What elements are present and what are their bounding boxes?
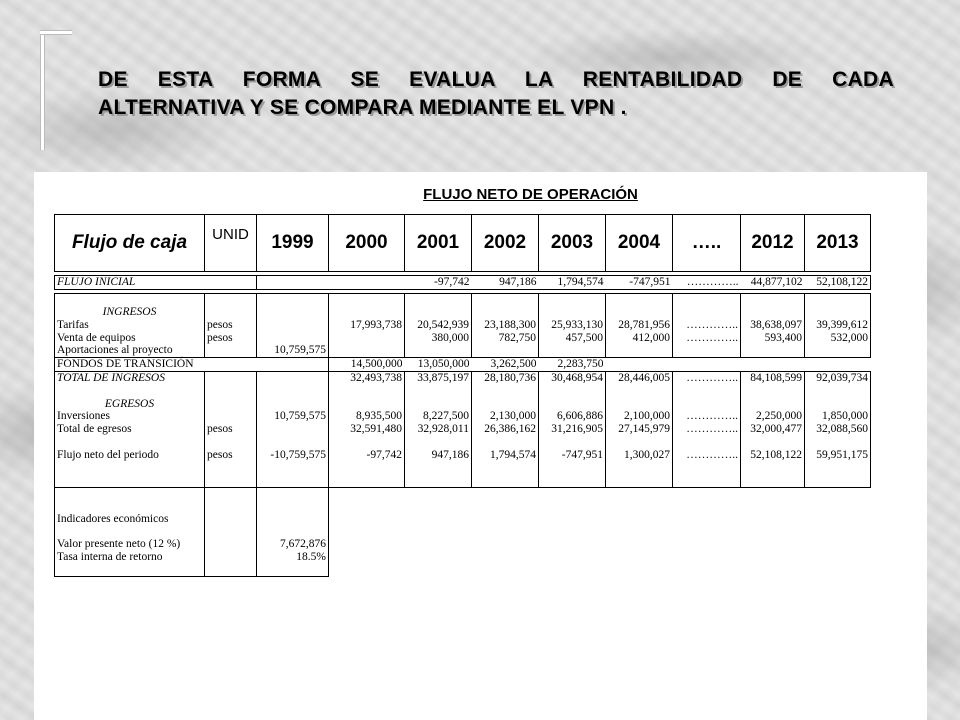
cell: …………..	[673, 276, 741, 290]
header-year: 2001	[405, 215, 472, 272]
cell: 8,935,500	[329, 410, 405, 423]
cell: 947,186	[405, 449, 472, 462]
title-line-1: DE ESTA FORMA SE EVALUA LA RENTABILIDAD DE CADA	[98, 68, 894, 91]
header-year: …..	[673, 215, 741, 272]
cell: 2,283,750	[557, 358, 604, 371]
header-unid: UNID	[205, 215, 257, 272]
cell: 33,875,197	[405, 372, 472, 385]
ingresos-section-row	[55, 306, 871, 319]
cell: 2,250,000	[741, 410, 805, 423]
cell: 3,262,500	[490, 358, 537, 371]
header-year: 1999	[257, 215, 329, 272]
cell: 39,399,612	[805, 319, 871, 332]
row-unit: pesos	[205, 332, 257, 345]
decorative-bar-horizontal	[40, 30, 72, 35]
row-label: Inversiones	[55, 410, 205, 423]
cell: -10,759,575	[257, 449, 329, 462]
row-unit: pesos	[205, 319, 257, 332]
cell: 84,108,599	[741, 372, 805, 385]
cell: 1,300,027	[606, 449, 673, 462]
table-row	[55, 332, 871, 345]
cell: 27,145,979	[606, 423, 673, 436]
header-year: 2004	[606, 215, 673, 272]
cell: 26,386,162	[472, 423, 539, 436]
cell: 412,000	[606, 332, 673, 345]
flujo-neto-unit: pesos	[205, 449, 257, 462]
cell: -97,742	[405, 276, 472, 290]
cell: 31,216,905	[539, 423, 606, 436]
decorative-bar-vertical	[40, 30, 45, 150]
cell: 38,638,097	[741, 319, 805, 332]
cell: -747,951	[606, 276, 673, 290]
spacer-row	[55, 293, 871, 306]
cell: 8,227,500	[405, 410, 472, 423]
indicator-label: Valor presente neto (12 %)	[55, 538, 205, 551]
cell: 30,468,954	[539, 372, 606, 385]
title-line-2: ALTERNATIVA Y SE COMPARA MEDIANTE EL VPN .	[98, 96, 627, 119]
cell: 10,759,575	[257, 344, 329, 357]
cash-flow-table	[54, 214, 871, 577]
cell: …………..	[673, 372, 741, 385]
cell: 532,000	[805, 332, 871, 345]
egresos-section-label: EGRESOS	[55, 398, 205, 411]
cell	[329, 276, 405, 290]
flujo-inicial-row	[55, 276, 871, 290]
cell	[257, 423, 329, 436]
cell: 380,000	[405, 332, 472, 345]
cell: 1,794,574	[539, 276, 606, 290]
row-label: Tarifas	[55, 319, 205, 332]
cell: 2,100,000	[606, 410, 673, 423]
spreadsheet-panel	[34, 172, 927, 720]
cell: …………..	[673, 449, 741, 462]
header-year: 2013	[805, 215, 871, 272]
cell: …………..	[673, 410, 741, 423]
header-row	[55, 215, 871, 272]
cell: -747,951	[539, 449, 606, 462]
cell: 14,500,000	[350, 358, 403, 371]
flujo-inicial-label: FLUJO INICIAL	[55, 276, 257, 290]
cell: 782,750	[472, 332, 539, 345]
indicator-label: Tasa interna de retorno	[55, 551, 205, 564]
cell: 59,951,175	[805, 449, 871, 462]
flujo-neto-label: Flujo neto del periodo	[55, 449, 205, 462]
cell: 32,591,480	[329, 423, 405, 436]
row-unit	[205, 410, 257, 423]
cell	[257, 276, 329, 290]
cell: 23,188,300	[472, 319, 539, 332]
indicator-value: 7,672,876	[257, 538, 329, 551]
cell: 25,933,130	[539, 319, 606, 332]
cell: 17,993,738	[329, 319, 405, 332]
cell: 28,446,005	[606, 372, 673, 385]
table-row	[55, 423, 871, 436]
cell	[257, 319, 329, 332]
indicadores-label: Indicadores económicos	[55, 513, 205, 526]
table-row	[55, 551, 871, 564]
indicator-value: 18.5%	[257, 551, 329, 564]
cell: 44,877,102	[741, 276, 805, 290]
cell: 32,088,560	[805, 423, 871, 436]
table-row	[55, 410, 871, 423]
cell: 593,400	[741, 332, 805, 345]
cell	[329, 332, 405, 345]
cell: 32,000,477	[741, 423, 805, 436]
egresos-section-row	[55, 398, 871, 411]
cell: 20,542,939	[405, 319, 472, 332]
cell: 457,500	[539, 332, 606, 345]
cell: 28,781,956	[606, 319, 673, 332]
cell: 52,108,122	[805, 276, 871, 290]
cell	[257, 332, 329, 345]
table-row	[55, 344, 871, 357]
cell: 10,759,575	[257, 410, 329, 423]
header-year: 2012	[741, 215, 805, 272]
cell: 13,050,000	[417, 358, 470, 371]
total-ingresos-row	[55, 372, 871, 385]
cell: 32,928,011	[405, 423, 472, 436]
cell: …………..	[673, 332, 741, 345]
indicadores-row	[55, 513, 871, 526]
fondos-label: FONDOS DE TRANSICIÓN	[55, 358, 257, 372]
cell: -97,742	[329, 449, 405, 462]
cell: 92,039,734	[805, 372, 871, 385]
cell: 1,794,574	[472, 449, 539, 462]
header-flujo-de-caja: Flujo de caja	[55, 215, 205, 272]
cell: 1,850,000	[805, 410, 871, 423]
cell: 2,130,000	[472, 410, 539, 423]
slide-title	[98, 66, 894, 122]
cell: 947,186	[472, 276, 539, 290]
header-year: 2002	[472, 215, 539, 272]
row-label: Venta de equipos	[55, 332, 205, 345]
table-row	[55, 319, 871, 332]
sheet-heading	[34, 186, 927, 204]
row-unit: pesos	[205, 423, 257, 436]
sheet-heading-text: FLUJO NETO DE OPERACIÓN	[423, 186, 638, 203]
total-ingresos-label: TOTAL DE INGRESOS	[55, 372, 205, 385]
cell: 6,606,886	[539, 410, 606, 423]
cell: …………..	[673, 319, 741, 332]
cell: …………..	[673, 423, 741, 436]
table-row	[55, 538, 871, 551]
row-label: Aportaciones al proyecto	[55, 344, 205, 357]
header-year: 2003	[539, 215, 606, 272]
ingresos-section-label: INGRESOS	[55, 306, 205, 319]
row-label: Total de egresos	[55, 423, 205, 436]
cell: 32,493,738	[329, 372, 405, 385]
cell: 52,108,122	[741, 449, 805, 462]
flujo-neto-row	[55, 449, 871, 462]
row-unit	[205, 344, 257, 357]
header-year: 2000	[329, 215, 405, 272]
fondos-row	[55, 358, 871, 372]
cell: 28,180,736	[472, 372, 539, 385]
